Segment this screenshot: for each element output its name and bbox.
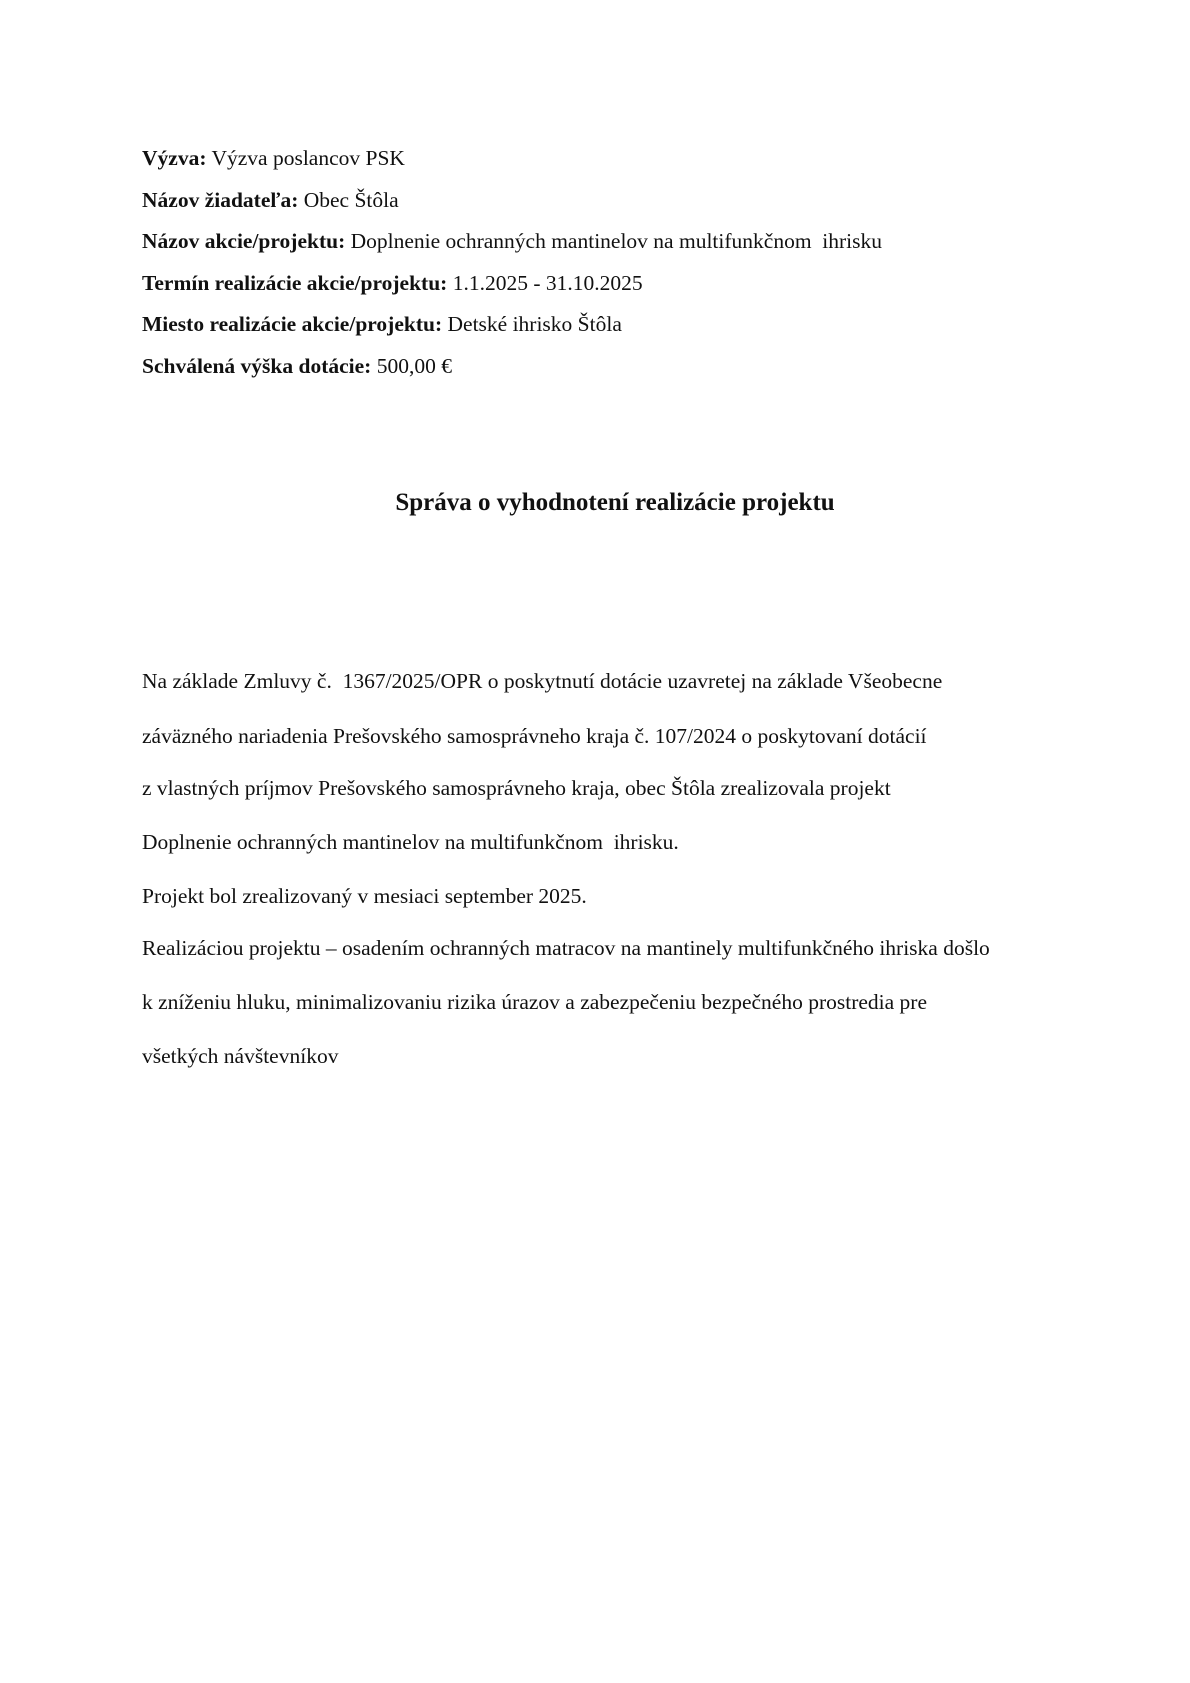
place-value: Detské ihrisko Štôla: [447, 312, 622, 337]
project-name-label: Názov akcie/projektu:: [142, 229, 346, 254]
call-label: Výzva:: [142, 146, 207, 170]
amount-label: Schválená výška dotácie:: [142, 353, 372, 378]
body-line: záväzného nariadenia Prešovského samosprávneho kraja č. 107/2024 o poskytovaní dotácií: [142, 724, 927, 748]
term-row: [142, 263, 1102, 305]
call-value: Výzva poslancov PSK: [211, 146, 405, 170]
body-line: Na základe Zmluvy č. 1367/2025/OPR o poskytnutí dotácie uzavretej na základe Všeobecne: [142, 669, 943, 693]
applicant-label: Názov žiadateľa:: [142, 187, 299, 212]
body-line: Doplnenie ochranných mantinelov na multifunkčnom ihrisku.: [142, 830, 679, 854]
call-row: [142, 138, 1102, 180]
report-body: [142, 666, 1142, 1071]
body-line: všetkých návštevníkov: [142, 1044, 339, 1068]
amount-row: [142, 346, 1102, 388]
project-info-block: [142, 138, 1102, 388]
body-line: Realizáciou projektu – osadením ochranných matracov na mantinely multifunkčného ihriska došlo: [142, 936, 990, 960]
term-label: Termín realizácie akcie/projektu:: [142, 270, 448, 295]
place-row: [142, 304, 1102, 346]
amount-value: 500,00 €: [376, 353, 452, 378]
project-name-row: [142, 221, 1102, 263]
applicant-row: [142, 180, 1102, 222]
body-line: k zníženiu hluku, minimalizovaniu rizika úrazov a zabezpečeniu bezpečného prostredia pre: [142, 990, 928, 1014]
term-value: 1.1.2025 - 31.10.2025: [452, 270, 643, 295]
applicant-value: Obec Štôla: [303, 187, 399, 212]
place-label: Miesto realizácie akcie/projektu:: [142, 312, 443, 337]
body-line: Projekt bol zrealizovaný v mesiaci september 2025.: [142, 884, 587, 908]
body-line: z vlastných príjmov Prešovského samosprávneho kraja, obec Štôla zrealizovala projekt: [142, 776, 891, 800]
report-heading: Správa o vyhodnotení realizácie projektu: [395, 489, 835, 516]
project-name-value: Doplnenie ochranných mantinelov na multifunkčnom ihrisku: [350, 229, 883, 254]
